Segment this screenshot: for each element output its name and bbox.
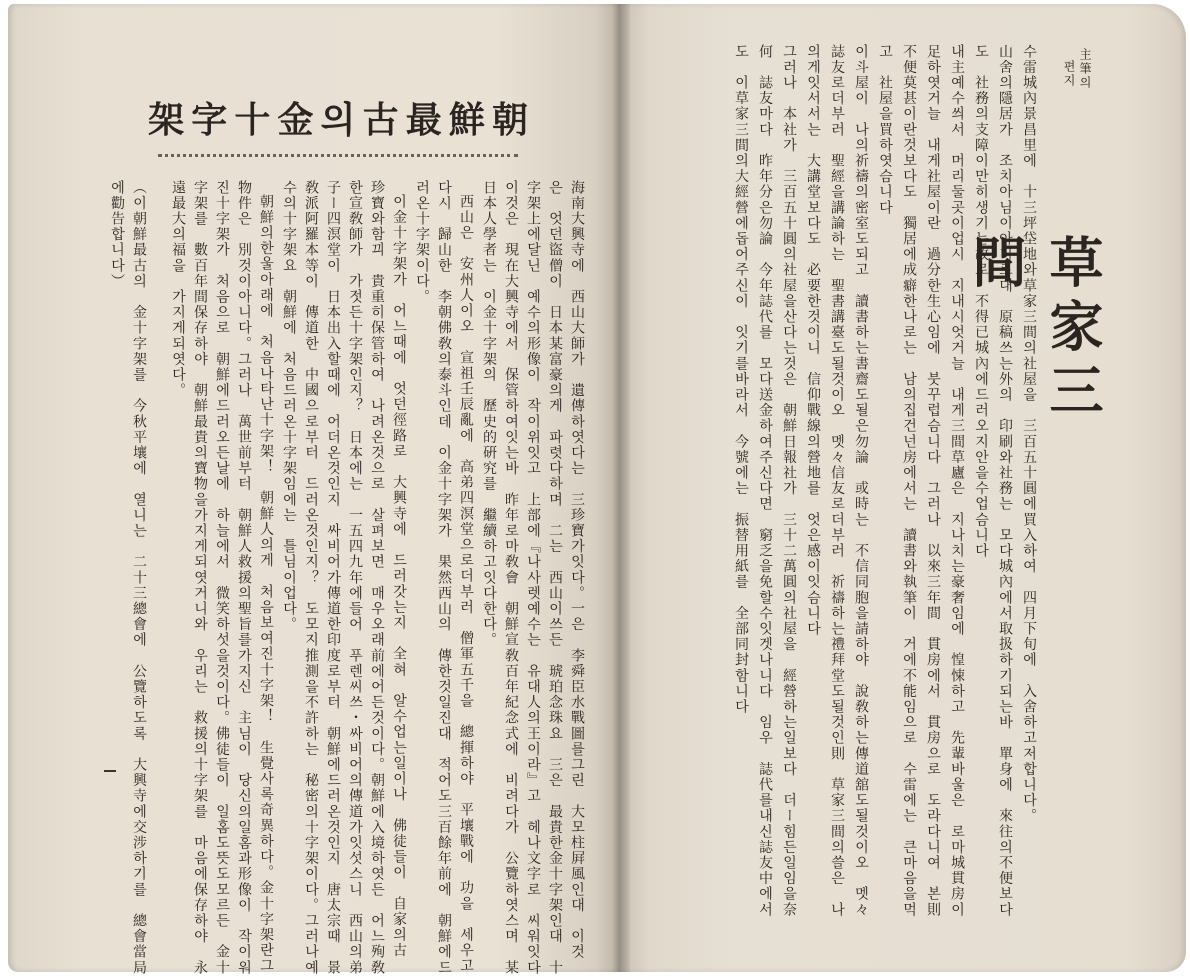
title-divider <box>158 154 518 157</box>
text-column: 遠最大의福을 가지게되엿다。 <box>170 180 186 399</box>
text-column: 이것은 現在大興寺에서 保管하여잇는바 昨年로마敎會 朝鮮宣敎百年紀念式에 비려다가 公覽하엿스며 某 <box>503 180 519 976</box>
right-page <box>620 4 1186 972</box>
text-column: 何 誌友마다 昨年分은勿論 今年誌代를 모다送金하여주신다면 窮乏을免할수잇겟나니다 임우 誌代를내신誌友中에서 <box>757 44 773 918</box>
text-column: 도 社務의支障이만히생기는故로 不得已城內에드러오지안을수업슴니다 <box>973 44 989 559</box>
title-char: 의 <box>320 98 356 141</box>
text-column: 고 社屋을買하엿슴니다 <box>877 44 893 216</box>
left-page-title <box>148 92 528 142</box>
note-column: 에勸告합니다） <box>109 180 125 290</box>
book-gutter <box>612 4 630 972</box>
text-column: 은 엇던盜僧이 日本某富豪의게 파렷다하며 二는 西山이쓰든 琥珀念珠요 三은 最貴한金十字架인대 十 <box>547 180 563 976</box>
title-char: 架 <box>148 98 185 141</box>
text-column: 敎派阿羅本等이 傳道한 中國으로부터 드러온것인지？ 도모지推測을不許하는 秘密의十字架이다。그러나예 <box>303 180 319 976</box>
author-label: 主筆의 <box>1078 48 1092 90</box>
text-column: 海南大興寺에 西山大師가 遺傳하엿다는 三珍寶가잇다。一은 李舜臣水戰圖를그린 大모柱屛風인대 이것 <box>569 180 585 960</box>
text-column: 不便莫甚이란것보다도 獨居에成癖한나로는 남의집건넌房에서는 讀書와執筆이 거에不能임으로 수雷에는 큰마음을먹 <box>901 44 917 918</box>
page-number-mark <box>104 770 116 772</box>
text-column: 珍寶와함끠 貴重히保管하여 나려온것으로 살펴보면 매우오래前에어든것이다。朝鮮에入境하엿든 어느殉敎 <box>369 180 385 976</box>
text-column: 내主예수씌서 머리둘곳이업시 지내시엇거늘 내게三間草廬은 지나치는豪奢임에 惶悚하고 先輩바울은 로마城貫房이 <box>949 44 965 918</box>
text-column: 字架를 數百年間保存하야 朝鮮最貴의寶物을가지게되엿거니와 우리는 救援의十字架를 마음에保存하야 永 <box>192 180 208 976</box>
right-page-title: 草家三間 <box>964 234 1105 426</box>
text-column: 진十字架가 처음으로 朝鮮에드러오든날에 하늘에서 微笑하섯을것이다。佛徒들이 일홈도뜻도모르든 金十 <box>214 180 230 976</box>
left-page <box>8 4 620 976</box>
text-column: 도 이草家三間의大經營에돕어주신이 잇기를바라서 今號에는 振替用紙를 全部同封함니다 <box>733 44 749 715</box>
text-column: 다시 歸山한 李朝佛敎의泰斗인데 이金十字架가 果然西山의 傳한것일진대 적어도三百餘年前에 朝鮮에드 <box>436 180 452 976</box>
text-column: 物件은 別것이아니다。그러나 萬世前부터 朝鮮人救援의聖旨를가지신 主님이 당신의일홈과形像이 작이워 <box>236 180 252 976</box>
title-char: 十 <box>234 98 271 141</box>
title-char: 朝 <box>491 98 528 141</box>
text-column: 의게잇서서는 大講堂보다도 必要한것이니 信仰戰線의營地를 엇은感이잇슴니다 <box>805 44 821 637</box>
text-column: 朝鮮의한울아래에 처음나타난十字架！ 朝鮮人의게 처음보여진十字架！ 生覺사록奇異하다。金十字架란그 <box>258 194 274 974</box>
title-char: 金 <box>277 98 314 141</box>
text-column: 한宣敎師가 가젓든十字架인지？ 日本에는 一五四九年에들어 푸렌씨쓰・싸비어의傳道가잇섯스니 西山의弟 <box>347 180 363 976</box>
text-column: 誌友로더부러 聖經을講論하는 聖書講臺도될것이오 멧々信友로더부러 祈禱하는禮拜堂도될것인則 草家三間의쓸은 나 <box>829 44 845 918</box>
text-column: 수의十字架요 朝鮮에 처음드러온十字架임에는 틀님이업다。 <box>281 180 297 633</box>
text-column: 西山은 安州人이오 宣祖壬辰亂에 高弟四溟堂으로더부러 僧軍五千을 總揮하야 平壤戰에 功을 세우고 <box>458 194 474 974</box>
text-column: 子ー四溟堂이 日本出入할때에 어더온것인지 싸비어가傳道한印度로부터 朝鮮에드러온것인지 唐太宗때 景 <box>325 180 341 976</box>
text-column: 러온十字架이다。 <box>414 180 430 305</box>
title-char: 鮮 <box>448 98 485 141</box>
letter-label: 편지 <box>1062 60 1076 88</box>
text-column: 字架上에달닌 예수의形像이 작이위잇고 上部에『나사렛예수는 유대人의王이라』고 헤나文字로 씨워잇다 <box>525 180 541 976</box>
text-column: 日本人學者는 이金十字架의 歷史的硏究를 繼續하고잇다한다。 <box>481 180 497 648</box>
text-column: 수雷城內景昌里에 十三坪垈地와草家三間의社屋을 三百五十圓에買入하여 四月下旬에 入舍하고저합니다。 <box>1021 44 1037 824</box>
title-char: 最 <box>405 98 442 141</box>
title-char: 古 <box>362 98 399 141</box>
text-column: 이金十字架가 어느때에 엇던徑路로 大興寺에 드러갓는지 全혀 알수업는일이나 佛徒들이 自家의古 <box>391 194 407 959</box>
open-book <box>8 4 1186 976</box>
text-column: 足하엿거늘 내게社屋이란 過分한生心임에 붓꾸럽슴니다 그러나 以來三年間 貫房에서 貫房으로 도라다니여 본則 <box>925 44 941 918</box>
title-char: 字 <box>191 98 228 141</box>
text-column: 이斗屋이 나의祈禱의密室도되고 讀書하는書齋도될은勿論 或時는 不信同胞을請하야 說敎하는傳道舘도될것이오 멧々 <box>853 44 869 918</box>
text-column: 그러나 本社가 三百五十圓의社屋을산다는것은 朝鮮日報社가 三十二萬圓의社屋을 經營하는일보다 더ー힘든일임을奈 <box>781 44 797 918</box>
text-column: 山舍의隱居가 조치아님이아니로대 原稿쓰는外의 印刷와社務는 모다城內에서取扱하기되는바 單身에 來往의不便보다 <box>997 44 1013 918</box>
note-column: （이朝鮮最古의 金十字架를 今秋平壤에 열니는 二十三總會에 公覽하도록 大興寺에交涉하기를 總會當局 <box>131 180 147 976</box>
